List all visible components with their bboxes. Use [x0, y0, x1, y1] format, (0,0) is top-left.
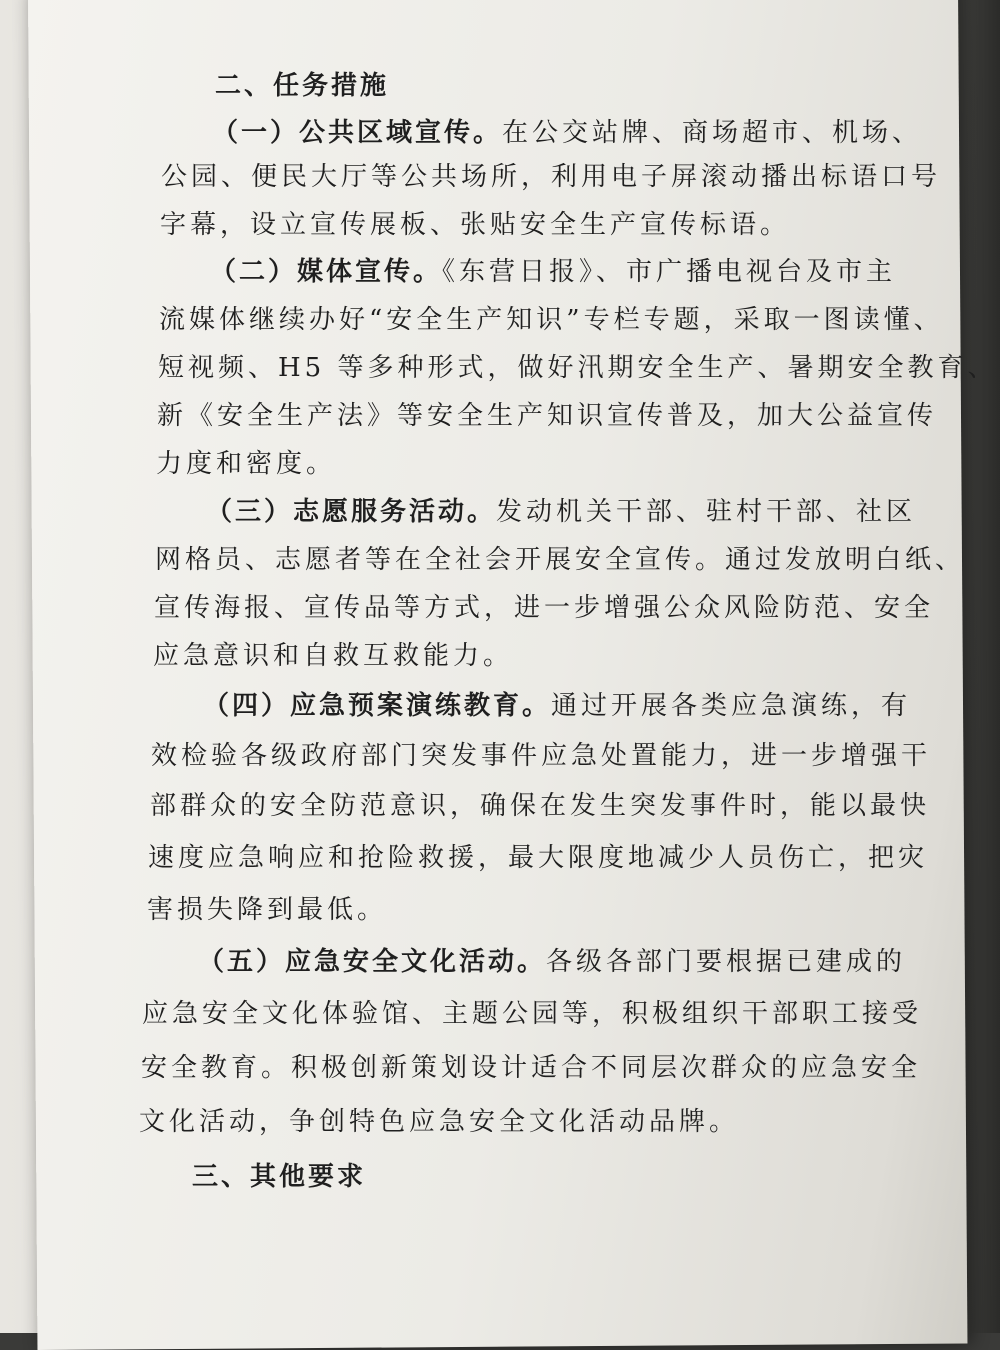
paragraph-4-text: 通过开展各类应急演练，有: [551, 691, 912, 721]
paragraph-5-line-3: 安全教育。积极创新策划设计适合不同层次群众的应急安全: [141, 1053, 922, 1083]
paragraph-1-line-3: 字幕，设立宣传展板、张贴安全生产宣传标语。: [160, 210, 791, 240]
paragraph-3-line-4: 应急意识和自救互救能力。: [153, 641, 514, 671]
paragraph-4-line-1: [203, 691, 911, 721]
paragraph-3-line-3: 宣传海报、宣传品等方式，进一步增强公众风险防范、安全: [154, 593, 935, 623]
paragraph-5-lead: （五）应急安全文化活动。: [198, 947, 547, 977]
paragraph-5-line-1: [198, 947, 906, 977]
paragraph-2-line-1: [210, 257, 896, 287]
paragraph-4-line-4: 速度应急响应和抢险救援，最大限度地减少人员伤亡，把灾: [148, 843, 929, 873]
paragraph-5-line-2: 应急安全文化体验馆、主题公园等，积极组织干部职工接受: [142, 999, 923, 1029]
paragraph-4-line-5: 害损失降到最低。: [147, 895, 388, 925]
paragraph-2-line-4: 新《安全生产法》等安全生产知识宣传普及，加大公益宣传: [157, 401, 938, 431]
paragraph-1-text: 在公交站牌、商场超市、机场、: [502, 118, 923, 148]
paragraph-2-text: 《东营日报》、市广播电视台及市主: [442, 257, 897, 287]
paragraph-1-lead: （一）公共区域宣传。: [212, 118, 503, 148]
paragraph-3-text: 发动机关干部、驻村干部、社区: [496, 497, 917, 527]
paragraph-4-line-2: 效检验各级政府部门突发事件应急处置能力，进一步增强干: [151, 741, 932, 771]
paragraph-2-line-2: 流媒体继续办好“安全生产知识”专栏专题，采取一图读懂、: [159, 305, 944, 335]
section-heading-2: 二、任务措施: [215, 71, 390, 101]
paragraph-2-line-5: 力度和密度。: [156, 449, 337, 479]
paragraph-2-line-3: 短视频、H5 等多种形式，做好汛期安全生产、暑期安全教育、: [158, 353, 998, 383]
paragraph-5-text: 各级各部门要根据已建成的: [546, 947, 907, 977]
paragraph-3-lead: （三）志愿服务活动。: [206, 497, 497, 527]
paragraph-4-lead: （四）应急预案演练教育。: [203, 691, 552, 721]
section-heading-3: 三、其他要求: [192, 1162, 367, 1192]
paragraph-3-line-1: [206, 497, 916, 527]
paragraph-5-line-4: 文化活动，争创特色应急安全文化活动品牌。: [139, 1107, 740, 1137]
paragraph-3-line-2: 网格员、志愿者等在全社会开展安全宣传。通过发放明白纸、: [155, 545, 966, 575]
paragraph-2-lead: （二）媒体宣传。: [210, 257, 443, 287]
paragraph-1-line-1: [212, 118, 922, 148]
paragraph-1-line-2: 公园、便民大厅等公共场所，利用电子屏滚动播出标语口号: [161, 162, 942, 192]
paragraph-4-line-3: 部群众的安全防范意识，确保在发生突发事件时，能以最快: [150, 791, 931, 821]
